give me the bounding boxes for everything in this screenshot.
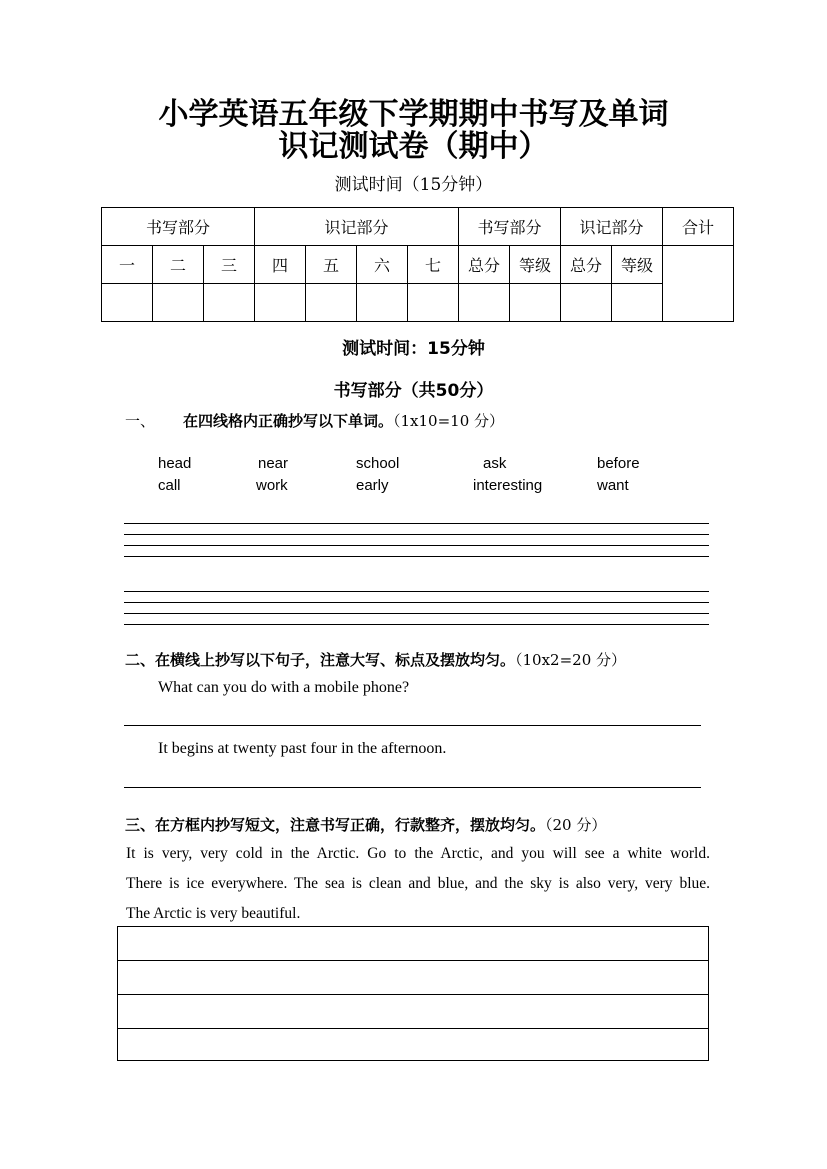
q2-instruction: 二、在横线上抄写以下句子，注意大写、标点及摆放均匀。 xyxy=(125,651,516,669)
grid-line xyxy=(124,591,709,592)
word-head: head xyxy=(158,455,192,472)
score-cell[interactable] xyxy=(459,284,510,322)
passage-writing-box[interactable] xyxy=(117,926,709,1061)
word-interesting: interesting xyxy=(473,477,543,494)
q3-instruction: 三、在方框内抄写短文，注意书写正确，行款整齐，摆放均匀。 xyxy=(125,816,546,834)
header-memory-1: 识记部分 xyxy=(255,208,459,246)
page-title-line1: 小学英语五年级下学期期中书写及单词 xyxy=(158,97,669,132)
q3-heading xyxy=(125,814,606,835)
score-cell[interactable] xyxy=(306,284,357,322)
grid-line xyxy=(124,624,709,625)
total-score-cell[interactable] xyxy=(663,246,734,322)
score-cell[interactable] xyxy=(510,284,561,322)
time-note: 测试时间：15分钟 xyxy=(342,339,485,359)
header-memory-2: 识记部分 xyxy=(561,208,663,246)
col-six: 六 xyxy=(357,246,408,284)
q3-passage xyxy=(126,839,710,929)
score-cell[interactable] xyxy=(153,284,204,322)
test-time-subtitle: 测试时间（15分钟） xyxy=(334,175,493,195)
col-writing-grade: 等级 xyxy=(510,246,561,284)
header-total: 合计 xyxy=(663,208,734,246)
score-cell[interactable] xyxy=(204,284,255,322)
score-cell[interactable] xyxy=(561,284,612,322)
header-writing-2: 书写部分 xyxy=(459,208,561,246)
passage-line-1: It is very, very cold in the Arctic. Go to the Arctic, and you will see a white world. xyxy=(126,845,710,862)
q1-instruction: 在四线格内正确抄写以下单词。 xyxy=(183,412,394,430)
col-memory-grade: 等级 xyxy=(612,246,663,284)
grid-line xyxy=(124,534,709,535)
word-early: early xyxy=(356,477,389,494)
col-three: 三 xyxy=(204,246,255,284)
grid-line xyxy=(124,545,709,546)
answer-line-1[interactable] xyxy=(124,725,701,726)
score-cell[interactable] xyxy=(408,284,459,322)
grid-line xyxy=(124,556,709,557)
col-four: 四 xyxy=(255,246,306,284)
score-cell[interactable] xyxy=(612,284,663,322)
box-row-line xyxy=(118,960,708,961)
passage-line-3: The Arctic is very beautiful. xyxy=(126,905,301,922)
score-cell[interactable] xyxy=(102,284,153,322)
q3-score: （20 分） xyxy=(545,816,607,834)
header-writing-1: 书写部分 xyxy=(102,208,255,246)
col-one: 一 xyxy=(102,246,153,284)
word-before: before xyxy=(597,455,640,472)
writing-section-heading xyxy=(0,376,827,401)
word-work: work xyxy=(256,477,288,494)
score-cell[interactable] xyxy=(357,284,408,322)
writing-section-title: 书写部分（共50分） xyxy=(333,381,494,401)
word-ask: ask xyxy=(483,455,507,472)
q1-number: 一、 xyxy=(125,412,156,430)
word-want: want xyxy=(597,477,629,494)
col-memory-total: 总分 xyxy=(561,246,612,284)
box-row-line xyxy=(118,1028,708,1029)
word-school: school xyxy=(356,455,400,472)
page-title-line2: 识记测试卷（期中） xyxy=(278,129,549,164)
grid-line xyxy=(124,613,709,614)
q2-sentence-2: It begins at twenty past four in the afternoon. xyxy=(158,740,447,757)
word-near: near xyxy=(258,455,289,472)
grid-line xyxy=(124,602,709,603)
col-writing-total: 总分 xyxy=(459,246,510,284)
score-cell[interactable] xyxy=(255,284,306,322)
q2-sentence-1: What can you do with a mobile phone? xyxy=(158,679,410,696)
word-call: call xyxy=(158,477,181,494)
col-two: 二 xyxy=(153,246,204,284)
answer-line-2[interactable] xyxy=(124,787,701,788)
q1-heading xyxy=(125,410,504,431)
passage-line-2: There is ice everywhere. The sea is clean and blue, and the sky is also very, very blue. xyxy=(126,875,710,892)
q1-score: （1x10=10 分） xyxy=(393,412,505,430)
score-table xyxy=(101,207,734,322)
col-seven: 七 xyxy=(408,246,459,284)
q2-heading xyxy=(125,649,626,670)
grid-line xyxy=(124,523,709,524)
col-five: 五 xyxy=(306,246,357,284)
box-row-line xyxy=(118,994,708,995)
q2-score: （10x2=20 分） xyxy=(515,651,627,669)
